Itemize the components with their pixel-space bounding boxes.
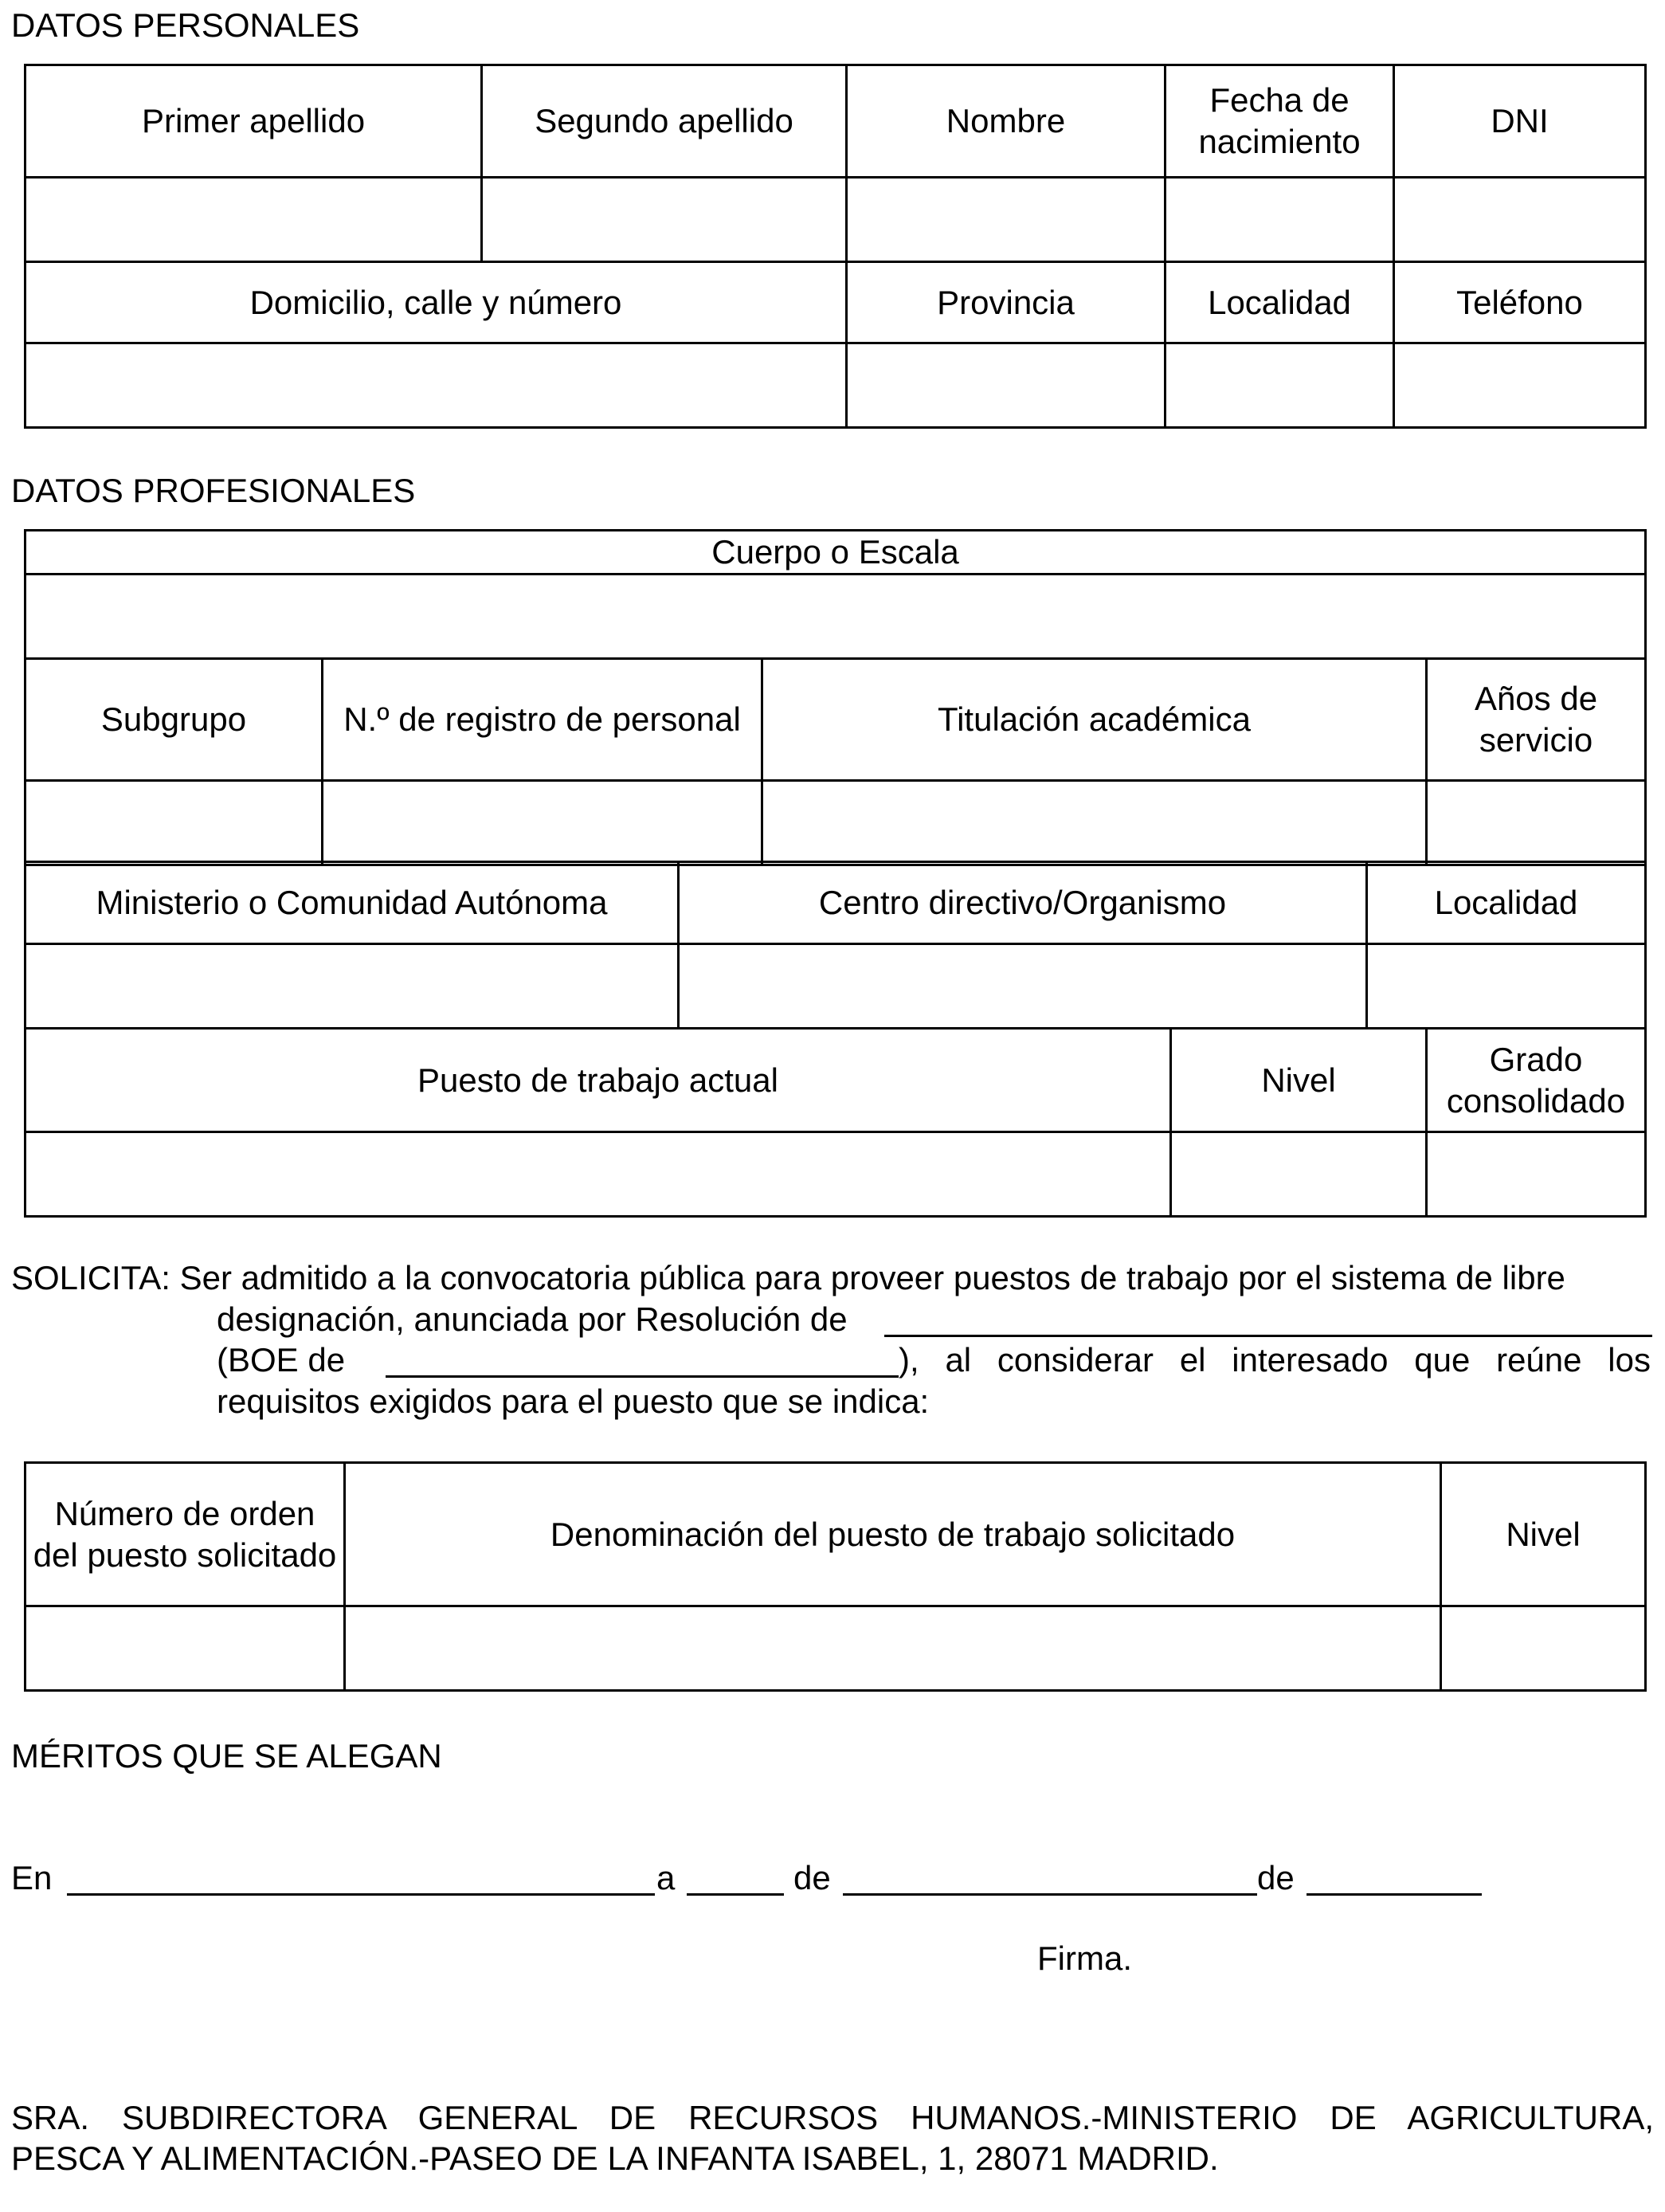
- cuerpo-escala-label: Cuerpo o Escala: [25, 531, 1646, 575]
- puesto-actual-label: Puesto de trabajo actual: [25, 1029, 1171, 1132]
- section-heading-datos-profesionales: DATOS PROFESIONALES: [11, 472, 416, 509]
- denominacion-field[interactable]: [345, 1606, 1441, 1691]
- denominacion-label: Denominación del puesto de trabajo solicitado: [345, 1463, 1441, 1606]
- nombre-label: Nombre: [847, 65, 1166, 178]
- cuerpo-escala-field[interactable]: [25, 575, 1646, 659]
- grado-consolidado-label: Grado consolidado: [1427, 1029, 1646, 1132]
- mes-input[interactable]: [843, 1857, 1257, 1896]
- fecha-de-2: de: [1257, 1859, 1295, 1896]
- localidad-field[interactable]: [1166, 343, 1394, 428]
- nivel-field[interactable]: [1171, 1132, 1427, 1217]
- ministerio-field[interactable]: [25, 944, 679, 1029]
- provincia-label: Provincia: [847, 262, 1166, 343]
- destinatario-line-2: PESCA Y ALIMENTACIÓN.-PASEO DE LA INFANTA ISABEL, 1, 28071 MADRID.: [11, 2139, 1219, 2177]
- subgrupo-label: Subgrupo: [25, 659, 323, 781]
- solicita-text-4: requisitos exigidos para el puesto que se indica:: [217, 1382, 930, 1420]
- nombre-field[interactable]: [847, 178, 1166, 262]
- subgrupo-field[interactable]: [25, 781, 323, 865]
- puesto-actual-field[interactable]: [25, 1132, 1171, 1217]
- domicilio-label: Domicilio, calle y número: [25, 262, 847, 343]
- telefono-label: Teléfono: [1394, 262, 1646, 343]
- section-heading-datos-personales: DATOS PERSONALES: [11, 6, 360, 44]
- titulacion-label: Titulación académica: [762, 659, 1427, 781]
- lugar-input[interactable]: [67, 1857, 655, 1896]
- nivel-solicitado-field[interactable]: [1441, 1606, 1646, 1691]
- nivel-label: Nivel: [1171, 1029, 1427, 1132]
- solicita-line-2: [217, 1299, 848, 1340]
- solicita-text-2: designación, anunciada por Resolución de: [217, 1300, 848, 1338]
- datos-profesionales-table-3: [24, 1027, 1647, 1218]
- titulacion-field[interactable]: [762, 781, 1427, 865]
- fecha-en: En: [11, 1859, 53, 1896]
- fecha-nacimiento-label: Fecha de nacimiento: [1166, 65, 1394, 178]
- puesto-solicitado-table: [24, 1461, 1647, 1692]
- segundo-apellido-label: Segundo apellido: [482, 65, 847, 178]
- dia-input[interactable]: [687, 1857, 784, 1896]
- datos-profesionales-table-2: [24, 861, 1647, 1030]
- anos-servicio-label: Años de servicio: [1427, 659, 1646, 781]
- fecha-nacimiento-field[interactable]: [1166, 178, 1394, 262]
- grado-consolidado-field[interactable]: [1427, 1132, 1646, 1217]
- anos-servicio-field[interactable]: [1427, 781, 1646, 865]
- centro-directivo-field[interactable]: [679, 944, 1367, 1029]
- boe-close: ), al considerar el interesado que reúne los: [899, 1341, 1651, 1379]
- dni-field[interactable]: [1394, 178, 1646, 262]
- fecha-de-1: de: [793, 1859, 831, 1896]
- centro-directivo-label: Centro directivo/Organismo: [679, 862, 1367, 944]
- domicilio-field[interactable]: [25, 343, 847, 428]
- numero-orden-label: Número de orden del puesto solicitado: [25, 1463, 345, 1606]
- firma-label: Firma.: [1037, 1939, 1132, 1977]
- solicita-label: SOLICITA:: [11, 1259, 170, 1296]
- nivel-solicitado-label: Nivel: [1441, 1463, 1646, 1606]
- localidad-profesional-field[interactable]: [1367, 944, 1646, 1029]
- numero-orden-field[interactable]: [25, 1606, 345, 1691]
- primer-apellido-label: Primer apellido: [25, 65, 482, 178]
- dni-label: DNI: [1394, 65, 1646, 178]
- section-heading-meritos: MÉRITOS QUE SE ALEGAN: [11, 1737, 442, 1775]
- resolucion-input[interactable]: [884, 1299, 1652, 1337]
- registro-personal-field[interactable]: [323, 781, 762, 865]
- boe-date-input[interactable]: [386, 1339, 899, 1378]
- localidad-label: Localidad: [1166, 262, 1394, 343]
- localidad-profesional-label: Localidad: [1367, 862, 1646, 944]
- datos-profesionales-table-1: [24, 529, 1647, 866]
- ministerio-label: Ministerio o Comunidad Autónoma: [25, 862, 679, 944]
- solicita-text-1: Ser admitido a la convocatoria pública para proveer puestos de trabajo por el sistema de libre: [179, 1259, 1565, 1296]
- registro-personal-label: N.º de registro de personal: [323, 659, 762, 781]
- segundo-apellido-field[interactable]: [482, 178, 847, 262]
- boe-open: (BOE de: [217, 1341, 346, 1379]
- destinatario-line-1: SRA. SUBDIRECTORA GENERAL DE RECURSOS HUMANOS.-MINISTERIO DE AGRICULTURA,: [11, 2099, 1654, 2136]
- solicita-line-1: [11, 1257, 1654, 1299]
- primer-apellido-field[interactable]: [25, 178, 482, 262]
- telefono-field[interactable]: [1394, 343, 1646, 428]
- datos-personales-table: [24, 64, 1647, 429]
- fecha-a: a: [656, 1859, 676, 1896]
- provincia-field[interactable]: [847, 343, 1166, 428]
- ano-input[interactable]: [1307, 1857, 1482, 1896]
